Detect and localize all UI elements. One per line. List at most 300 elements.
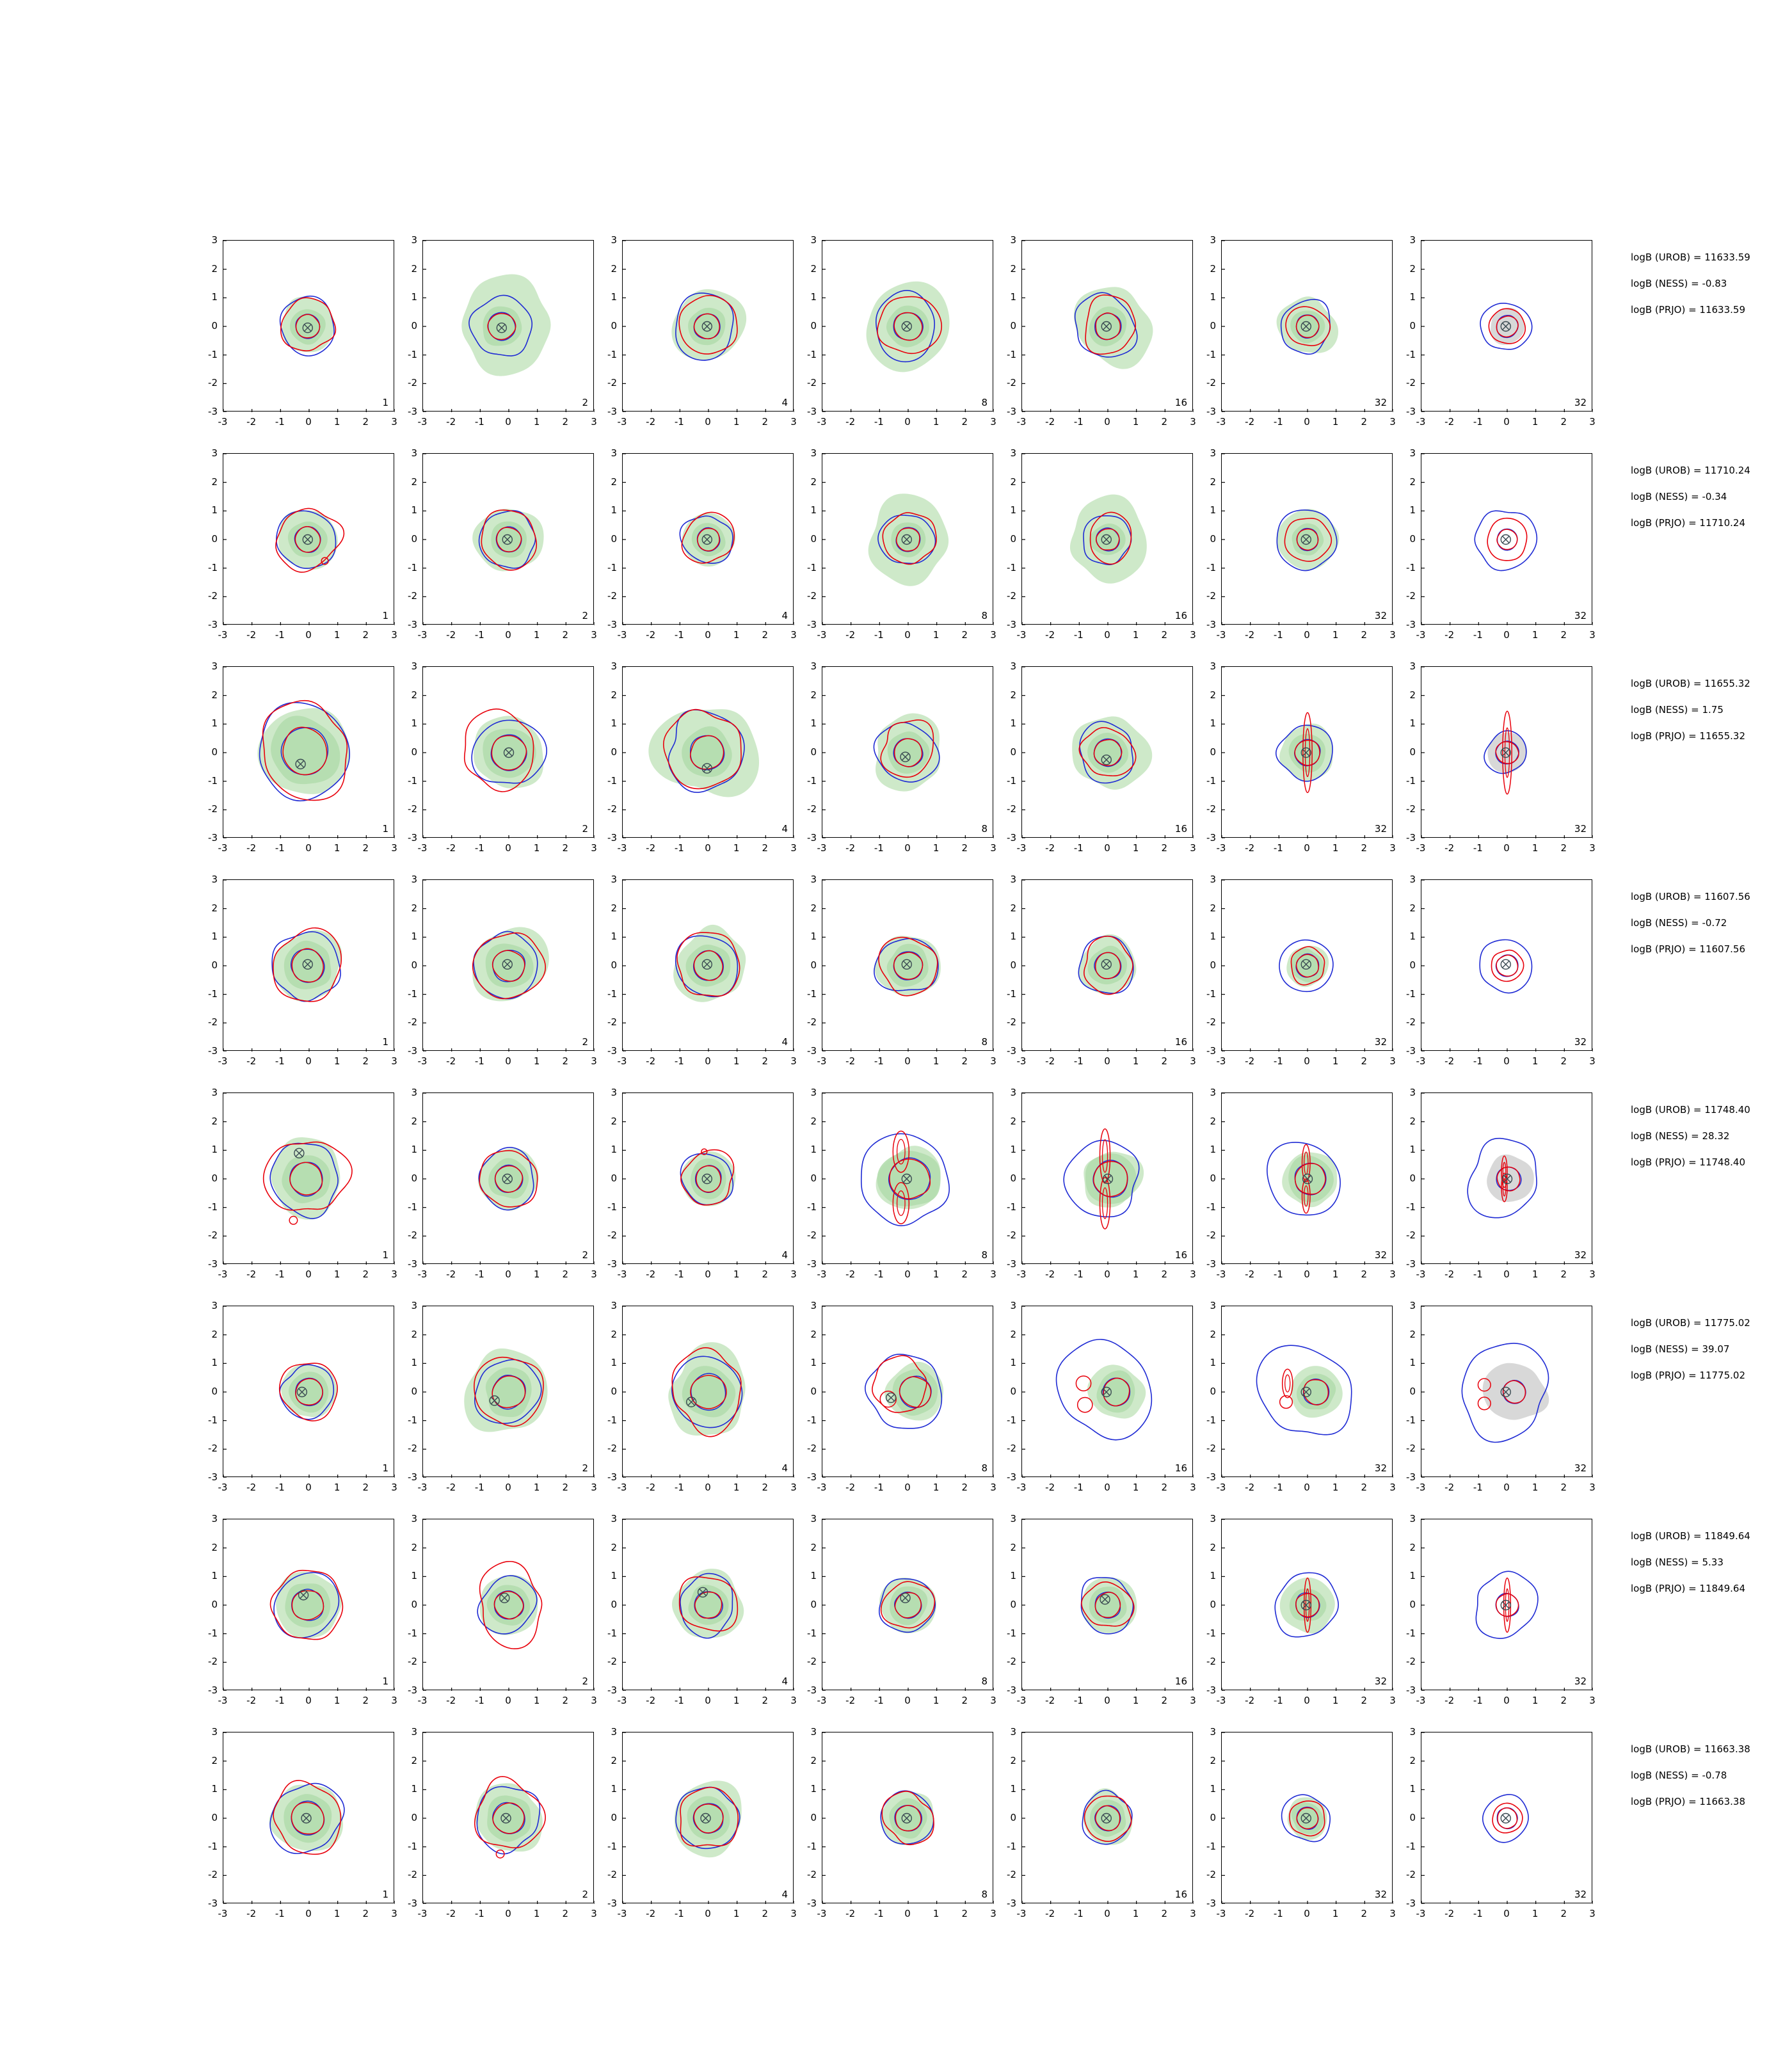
y-tick-label: -2 xyxy=(1206,1656,1216,1668)
y-tick-label: 1 xyxy=(1409,1570,1416,1582)
y-tick-label: 2 xyxy=(1210,1328,1216,1340)
y-tick-label: -3 xyxy=(807,832,817,844)
y-tick-label: -3 xyxy=(1007,1045,1016,1057)
x-tick-label: -1 xyxy=(474,1482,484,1493)
y-tick-label: -3 xyxy=(408,1684,417,1696)
y-tick-label: -3 xyxy=(1007,1258,1016,1270)
y-tick-label: 0 xyxy=(1210,533,1216,545)
y-tick-label: -2 xyxy=(1206,1229,1216,1242)
y-tick-label: -2 xyxy=(807,1656,817,1668)
y-tick-label: 2 xyxy=(211,902,218,914)
y-tick-label: -2 xyxy=(208,803,218,815)
annotation-logb-prjo: logB (PRJO) = 11710.24 xyxy=(1631,517,1746,529)
x-tick-label: -3 xyxy=(1416,1055,1426,1067)
y-tick-label: -1 xyxy=(607,1414,617,1426)
y-tick-label: -1 xyxy=(1007,1201,1016,1213)
x-tick-label: -1 xyxy=(275,1055,285,1067)
panel-corner-label: 4 xyxy=(781,1036,788,1048)
x-tick-label: 3 xyxy=(790,1908,797,1919)
x-tick-label: 0 xyxy=(505,416,511,428)
y-tick-label: 2 xyxy=(611,262,617,275)
y-tick-label: -1 xyxy=(607,1201,617,1213)
panel-corner-label: 8 xyxy=(981,823,988,835)
panel-plot xyxy=(223,241,395,412)
panel-plot xyxy=(822,454,994,625)
y-tick-label: 2 xyxy=(211,1328,218,1340)
panel-r6-c7 xyxy=(1406,1300,1596,1493)
annotation-logb-ness: logB (NESS) = -0.34 xyxy=(1631,491,1727,502)
y-tick-label: 2 xyxy=(1210,262,1216,275)
y-tick-label: 3 xyxy=(1409,1726,1416,1738)
y-tick-label: 2 xyxy=(611,1541,617,1553)
x-tick-label: -1 xyxy=(275,1908,285,1919)
x-tick-label: 2 xyxy=(762,1695,769,1706)
y-tick-label: 0 xyxy=(1210,1599,1216,1610)
y-tick-label: 0 xyxy=(1409,1599,1416,1610)
panel-plot xyxy=(1022,1732,1194,1904)
y-tick-label: -3 xyxy=(607,1258,617,1270)
x-tick-label: 0 xyxy=(1503,416,1510,428)
y-tick-label: -3 xyxy=(1206,406,1216,417)
y-tick-label: 2 xyxy=(1010,1115,1016,1127)
y-tick-label: -1 xyxy=(1206,1201,1216,1213)
panel-plot xyxy=(1421,1093,1593,1265)
x-tick-label: -2 xyxy=(1045,629,1055,641)
panel-corner-label: 1 xyxy=(382,1462,388,1474)
panel-r3-c2 xyxy=(408,660,597,854)
y-tick-label: 3 xyxy=(1010,1300,1016,1311)
y-tick-label: -2 xyxy=(807,1229,817,1242)
y-tick-label: -3 xyxy=(1406,832,1416,844)
x-tick-label: -3 xyxy=(1016,1482,1027,1493)
row-annotations-5 xyxy=(1631,1105,1750,1184)
y-tick-label: -3 xyxy=(208,1045,218,1057)
y-tick-label: 2 xyxy=(1409,1754,1416,1766)
y-tick-label: 3 xyxy=(411,234,417,246)
x-tick-label: 0 xyxy=(505,1908,511,1919)
panel-frame xyxy=(1221,1519,1393,1690)
x-tick-label: 2 xyxy=(1161,842,1168,854)
x-tick-label: -3 xyxy=(617,1695,627,1706)
x-tick-label: -3 xyxy=(417,842,428,854)
y-tick-label: -3 xyxy=(208,619,218,630)
panel-plot xyxy=(223,1093,395,1265)
y-tick-label: 1 xyxy=(211,1357,218,1369)
y-tick-label: -1 xyxy=(208,774,218,787)
x-tick-label: 2 xyxy=(362,1268,369,1280)
y-tick-label: 3 xyxy=(611,447,617,459)
panel-plot xyxy=(423,241,595,412)
y-tick-label: 2 xyxy=(810,1541,817,1553)
y-tick-label: -2 xyxy=(607,1443,617,1455)
x-tick-label: 1 xyxy=(1132,1055,1139,1067)
panel-corner-label: 1 xyxy=(382,397,388,408)
y-tick-label: -3 xyxy=(408,406,417,417)
x-tick-label: 0 xyxy=(1304,1055,1310,1067)
y-tick-label: 2 xyxy=(1010,476,1016,488)
truth-marker xyxy=(1501,959,1510,969)
x-tick-label: -2 xyxy=(1444,1908,1455,1919)
panel-frame xyxy=(622,879,794,1051)
x-tick-label: 1 xyxy=(1532,1695,1539,1706)
y-tick-label: 2 xyxy=(411,1541,417,1553)
panel-frame xyxy=(1021,1732,1193,1903)
x-tick-label: 1 xyxy=(533,1695,540,1706)
panel-plot xyxy=(623,454,794,625)
y-tick-label: -1 xyxy=(607,1840,617,1852)
y-tick-label: 3 xyxy=(411,447,417,459)
x-tick-label: -3 xyxy=(218,1268,228,1280)
y-tick-label: -1 xyxy=(1406,1840,1416,1852)
y-tick-label: -1 xyxy=(1206,1627,1216,1639)
x-tick-label: -3 xyxy=(817,1908,827,1919)
x-tick-label: 2 xyxy=(961,416,968,428)
x-tick-label: 0 xyxy=(1503,1482,1510,1493)
y-tick-label: -1 xyxy=(1007,1840,1016,1852)
y-tick-label: 3 xyxy=(1409,660,1416,672)
panel-plot xyxy=(1421,1732,1593,1904)
x-tick-label: -3 xyxy=(1416,1482,1426,1493)
y-tick-label: 2 xyxy=(411,476,417,488)
y-tick-label: 3 xyxy=(1010,1726,1016,1738)
y-tick-label: 1 xyxy=(411,504,417,516)
x-tick-label: -3 xyxy=(1216,629,1226,641)
panel-r2-c2 xyxy=(408,447,597,641)
panel-frame xyxy=(622,1519,794,1690)
y-tick-label: 0 xyxy=(611,1812,617,1823)
y-tick-label: 1 xyxy=(611,504,617,516)
panel-r7-c3 xyxy=(607,1513,797,1706)
row-annotations-3 xyxy=(1631,679,1750,758)
panel-plot xyxy=(822,241,994,412)
y-tick-label: -1 xyxy=(607,988,617,1000)
y-tick-label: -3 xyxy=(1007,406,1016,417)
y-tick-label: -1 xyxy=(408,988,417,1000)
y-tick-label: 0 xyxy=(411,320,417,332)
x-tick-label: 1 xyxy=(733,1908,740,1919)
panel-frame xyxy=(223,879,394,1051)
x-tick-label: -2 xyxy=(646,1695,656,1706)
panel-frame xyxy=(1421,1519,1592,1690)
panel-plot xyxy=(623,1306,794,1478)
x-tick-label: 3 xyxy=(1389,1695,1396,1706)
y-tick-label: -2 xyxy=(607,1229,617,1242)
y-tick-label: -3 xyxy=(1206,1684,1216,1696)
x-tick-label: -2 xyxy=(646,629,656,641)
y-tick-label: -3 xyxy=(408,1045,417,1057)
y-tick-label: -3 xyxy=(607,832,617,844)
y-tick-label: 2 xyxy=(1409,1115,1416,1127)
y-tick-label: 3 xyxy=(810,1087,817,1098)
y-tick-label: 3 xyxy=(211,1726,218,1738)
y-tick-label: -2 xyxy=(408,1443,417,1455)
panel-frame xyxy=(1221,1092,1393,1264)
panel-r5-c6 xyxy=(1206,1087,1396,1280)
y-tick-label: -3 xyxy=(208,1258,218,1270)
panel-plot xyxy=(1222,1306,1393,1478)
x-tick-label: -1 xyxy=(874,1268,884,1280)
x-tick-label: -2 xyxy=(646,842,656,854)
x-tick-label: -2 xyxy=(845,1908,856,1919)
panel-corner-label: 32 xyxy=(1574,1676,1587,1687)
x-tick-label: 3 xyxy=(1389,1482,1396,1493)
panel-corner-label: 32 xyxy=(1574,397,1587,408)
x-tick-label: -3 xyxy=(817,416,827,428)
ness-contour xyxy=(1476,1571,1538,1638)
panel-plot xyxy=(1022,880,1194,1052)
panel-r1-c5 xyxy=(1007,234,1196,428)
x-tick-label: 2 xyxy=(1161,629,1168,641)
y-tick-label: 3 xyxy=(1210,1726,1216,1738)
y-tick-label: 3 xyxy=(211,660,218,672)
x-tick-label: -1 xyxy=(474,1695,484,1706)
panel-corner-label: 32 xyxy=(1574,1249,1587,1261)
panel-frame xyxy=(822,1519,993,1690)
y-tick-label: 0 xyxy=(411,1812,417,1823)
y-tick-label: -2 xyxy=(1406,803,1416,815)
panel-plot xyxy=(223,1732,395,1904)
y-tick-label: 1 xyxy=(211,1783,218,1795)
panel-frame xyxy=(822,1306,993,1477)
x-tick-label: -3 xyxy=(1416,1268,1426,1280)
y-tick-label: 3 xyxy=(211,1300,218,1311)
x-tick-label: -2 xyxy=(446,1908,456,1919)
y-tick-label: 0 xyxy=(1409,1812,1416,1823)
panel-plot xyxy=(623,1093,794,1265)
panel-corner-label: 16 xyxy=(1174,610,1187,621)
y-tick-label: 1 xyxy=(1409,504,1416,516)
urob-narrow-mode-1 xyxy=(1283,1369,1293,1398)
y-tick-label: 2 xyxy=(211,476,218,488)
x-tick-label: 0 xyxy=(705,629,711,641)
x-tick-label: 2 xyxy=(1161,1908,1168,1919)
y-tick-label: -1 xyxy=(208,1414,218,1426)
x-tick-label: 2 xyxy=(1361,1695,1368,1706)
y-tick-label: 1 xyxy=(810,504,817,516)
x-tick-label: -3 xyxy=(218,629,228,641)
x-tick-label: 1 xyxy=(533,1268,540,1280)
panel-r6-c5 xyxy=(1007,1300,1196,1493)
panel-r3-c5 xyxy=(1007,660,1196,854)
panel-corner-label: 32 xyxy=(1374,610,1387,621)
x-tick-label: -1 xyxy=(474,629,484,641)
x-tick-label: -3 xyxy=(417,1482,428,1493)
panel-r7-c5 xyxy=(1007,1513,1196,1706)
panel-r4-c6 xyxy=(1206,874,1396,1067)
x-tick-label: 1 xyxy=(1332,1482,1339,1493)
x-tick-label: -3 xyxy=(1016,1908,1027,1919)
y-tick-label: 1 xyxy=(1210,1144,1216,1156)
panel-frame xyxy=(1421,1092,1592,1264)
panel-r8-c4 xyxy=(807,1726,996,1919)
x-tick-label: 2 xyxy=(1560,629,1567,641)
panel-corner-label: 32 xyxy=(1374,1462,1387,1474)
x-tick-label: 3 xyxy=(1589,416,1596,428)
y-tick-label: -2 xyxy=(607,803,617,815)
x-tick-label: 3 xyxy=(1589,1695,1596,1706)
y-tick-label: 2 xyxy=(1010,902,1016,914)
y-tick-label: -2 xyxy=(1206,1869,1216,1881)
x-tick-label: -1 xyxy=(674,1055,684,1067)
x-tick-label: 3 xyxy=(1389,416,1396,428)
x-tick-label: 3 xyxy=(591,1482,597,1493)
panel-frame xyxy=(422,1092,594,1264)
panel-plot xyxy=(1421,241,1593,412)
x-tick-label: -2 xyxy=(646,1908,656,1919)
x-tick-label: 0 xyxy=(305,416,312,428)
x-tick-label: -2 xyxy=(246,1908,257,1919)
panel-plot xyxy=(223,880,395,1052)
y-tick-label: -2 xyxy=(208,1869,218,1881)
annotation-logb-prjo: logB (PRJO) = 11655.32 xyxy=(1631,730,1746,742)
x-tick-label: -2 xyxy=(646,1268,656,1280)
x-tick-label: 2 xyxy=(961,1908,968,1919)
y-tick-label: 0 xyxy=(1010,320,1016,332)
panel-frame xyxy=(622,666,794,838)
y-tick-label: 3 xyxy=(611,1726,617,1738)
x-tick-label: 1 xyxy=(1132,1268,1139,1280)
panel-corner-label: 32 xyxy=(1374,1249,1387,1261)
x-tick-label: 0 xyxy=(1503,629,1510,641)
y-tick-label: 1 xyxy=(411,1144,417,1156)
panel-r1-c3 xyxy=(607,234,797,428)
x-tick-label: -2 xyxy=(845,842,856,854)
y-tick-label: -2 xyxy=(408,377,417,389)
panel-frame xyxy=(622,240,794,412)
y-tick-label: -1 xyxy=(208,561,218,573)
y-tick-label: -3 xyxy=(208,832,218,844)
y-tick-label: 0 xyxy=(1010,1812,1016,1823)
panel-corner-label: 2 xyxy=(582,823,588,835)
y-tick-label: -2 xyxy=(1406,1229,1416,1242)
panel-plot xyxy=(1421,667,1593,838)
y-tick-label: 3 xyxy=(611,660,617,672)
panel-r5-c3 xyxy=(607,1087,797,1280)
x-tick-label: -1 xyxy=(1273,1055,1283,1067)
y-tick-label: 3 xyxy=(810,1726,817,1738)
x-tick-label: -3 xyxy=(817,1482,827,1493)
panel-r5-c2 xyxy=(408,1087,597,1280)
panel-row-4 xyxy=(0,874,1792,1076)
y-tick-label: 3 xyxy=(411,1726,417,1738)
annotation-logb-urob: logB (UROB) = 11633.59 xyxy=(1631,252,1750,263)
y-tick-label: -3 xyxy=(1007,1471,1016,1483)
y-tick-label: -2 xyxy=(1406,1656,1416,1668)
x-tick-label: -1 xyxy=(874,629,884,641)
panel-plot xyxy=(1222,1519,1393,1691)
x-tick-label: -2 xyxy=(845,1695,856,1706)
y-tick-label: 1 xyxy=(1010,1570,1016,1582)
panel-frame xyxy=(1221,453,1393,625)
x-tick-label: 1 xyxy=(533,629,540,641)
y-tick-label: 0 xyxy=(411,959,417,971)
panel-corner-label: 8 xyxy=(981,1889,988,1900)
x-tick-label: 0 xyxy=(305,1482,312,1493)
x-tick-label: 0 xyxy=(505,1268,511,1280)
panel-frame xyxy=(1021,1306,1193,1477)
x-tick-label: 0 xyxy=(1503,1055,1510,1067)
y-tick-label: -1 xyxy=(408,1201,417,1213)
x-tick-label: 2 xyxy=(562,1695,569,1706)
y-tick-label: -1 xyxy=(1007,774,1016,787)
y-tick-label: 0 xyxy=(1010,1172,1016,1184)
y-tick-label: 3 xyxy=(1210,234,1216,246)
y-tick-label: 1 xyxy=(211,1144,218,1156)
x-tick-label: 0 xyxy=(904,1055,911,1067)
x-tick-label: -3 xyxy=(817,1268,827,1280)
x-tick-label: 1 xyxy=(1532,1908,1539,1919)
x-tick-label: 0 xyxy=(904,416,911,428)
panel-corner-label: 1 xyxy=(382,823,388,835)
x-tick-label: 2 xyxy=(1361,416,1368,428)
x-tick-label: -2 xyxy=(446,1482,456,1493)
panel-corner-label: 1 xyxy=(382,1889,388,1900)
x-tick-label: 0 xyxy=(1304,1695,1310,1706)
panel-corner-label: 4 xyxy=(781,397,788,408)
y-tick-label: 2 xyxy=(211,262,218,275)
x-tick-label: -2 xyxy=(1444,842,1455,854)
x-tick-label: 2 xyxy=(1361,1908,1368,1919)
x-tick-label: 1 xyxy=(1532,1482,1539,1493)
y-tick-label: 0 xyxy=(1409,320,1416,332)
x-tick-label: 2 xyxy=(1361,1055,1368,1067)
panel-r3-c4 xyxy=(807,660,996,854)
x-tick-label: 1 xyxy=(333,842,340,854)
x-tick-label: -2 xyxy=(646,1482,656,1493)
x-tick-label: 3 xyxy=(1190,629,1196,641)
x-tick-label: 1 xyxy=(533,1908,540,1919)
panel-plot xyxy=(223,667,395,838)
x-tick-label: 1 xyxy=(932,1695,940,1706)
y-tick-label: -3 xyxy=(807,1898,817,1909)
panel-corner-label: 16 xyxy=(1174,397,1187,408)
x-tick-label: -3 xyxy=(417,416,428,428)
y-tick-label: -3 xyxy=(408,1258,417,1270)
x-tick-label: -1 xyxy=(1473,842,1483,854)
panel-r7-c6 xyxy=(1206,1513,1396,1706)
panel-plot xyxy=(423,1519,595,1691)
panel-r8-c6 xyxy=(1206,1726,1396,1919)
x-tick-label: 3 xyxy=(790,1268,797,1280)
x-tick-label: 0 xyxy=(904,1482,911,1493)
x-tick-label: -2 xyxy=(446,842,456,854)
panel-corner-label: 8 xyxy=(981,1036,988,1048)
y-tick-label: 3 xyxy=(211,1087,218,1098)
y-tick-label: 2 xyxy=(211,1115,218,1127)
x-tick-label: -1 xyxy=(874,842,884,854)
x-tick-label: -3 xyxy=(1016,1695,1027,1706)
x-tick-label: -3 xyxy=(617,1908,627,1919)
x-tick-label: 0 xyxy=(505,1482,511,1493)
panel-corner-label: 8 xyxy=(981,1462,988,1474)
y-tick-label: -2 xyxy=(807,1443,817,1455)
y-tick-label: 2 xyxy=(1010,689,1016,701)
x-tick-label: -2 xyxy=(1245,1268,1255,1280)
y-tick-label: 0 xyxy=(411,1172,417,1184)
annotation-logb-ness: logB (NESS) = 28.32 xyxy=(1631,1130,1730,1142)
y-tick-label: -2 xyxy=(1007,1443,1016,1455)
y-tick-label: -2 xyxy=(1007,1869,1016,1881)
x-tick-label: -3 xyxy=(1416,416,1426,428)
x-tick-label: -2 xyxy=(845,1482,856,1493)
x-tick-label: 3 xyxy=(391,416,397,428)
y-tick-label: 3 xyxy=(1210,660,1216,672)
x-tick-label: 0 xyxy=(505,842,511,854)
urob-narrow-mode-1 xyxy=(1504,1578,1511,1633)
y-tick-label: -3 xyxy=(607,1045,617,1057)
y-tick-label: 1 xyxy=(1210,291,1216,303)
panel-frame xyxy=(1421,240,1592,412)
